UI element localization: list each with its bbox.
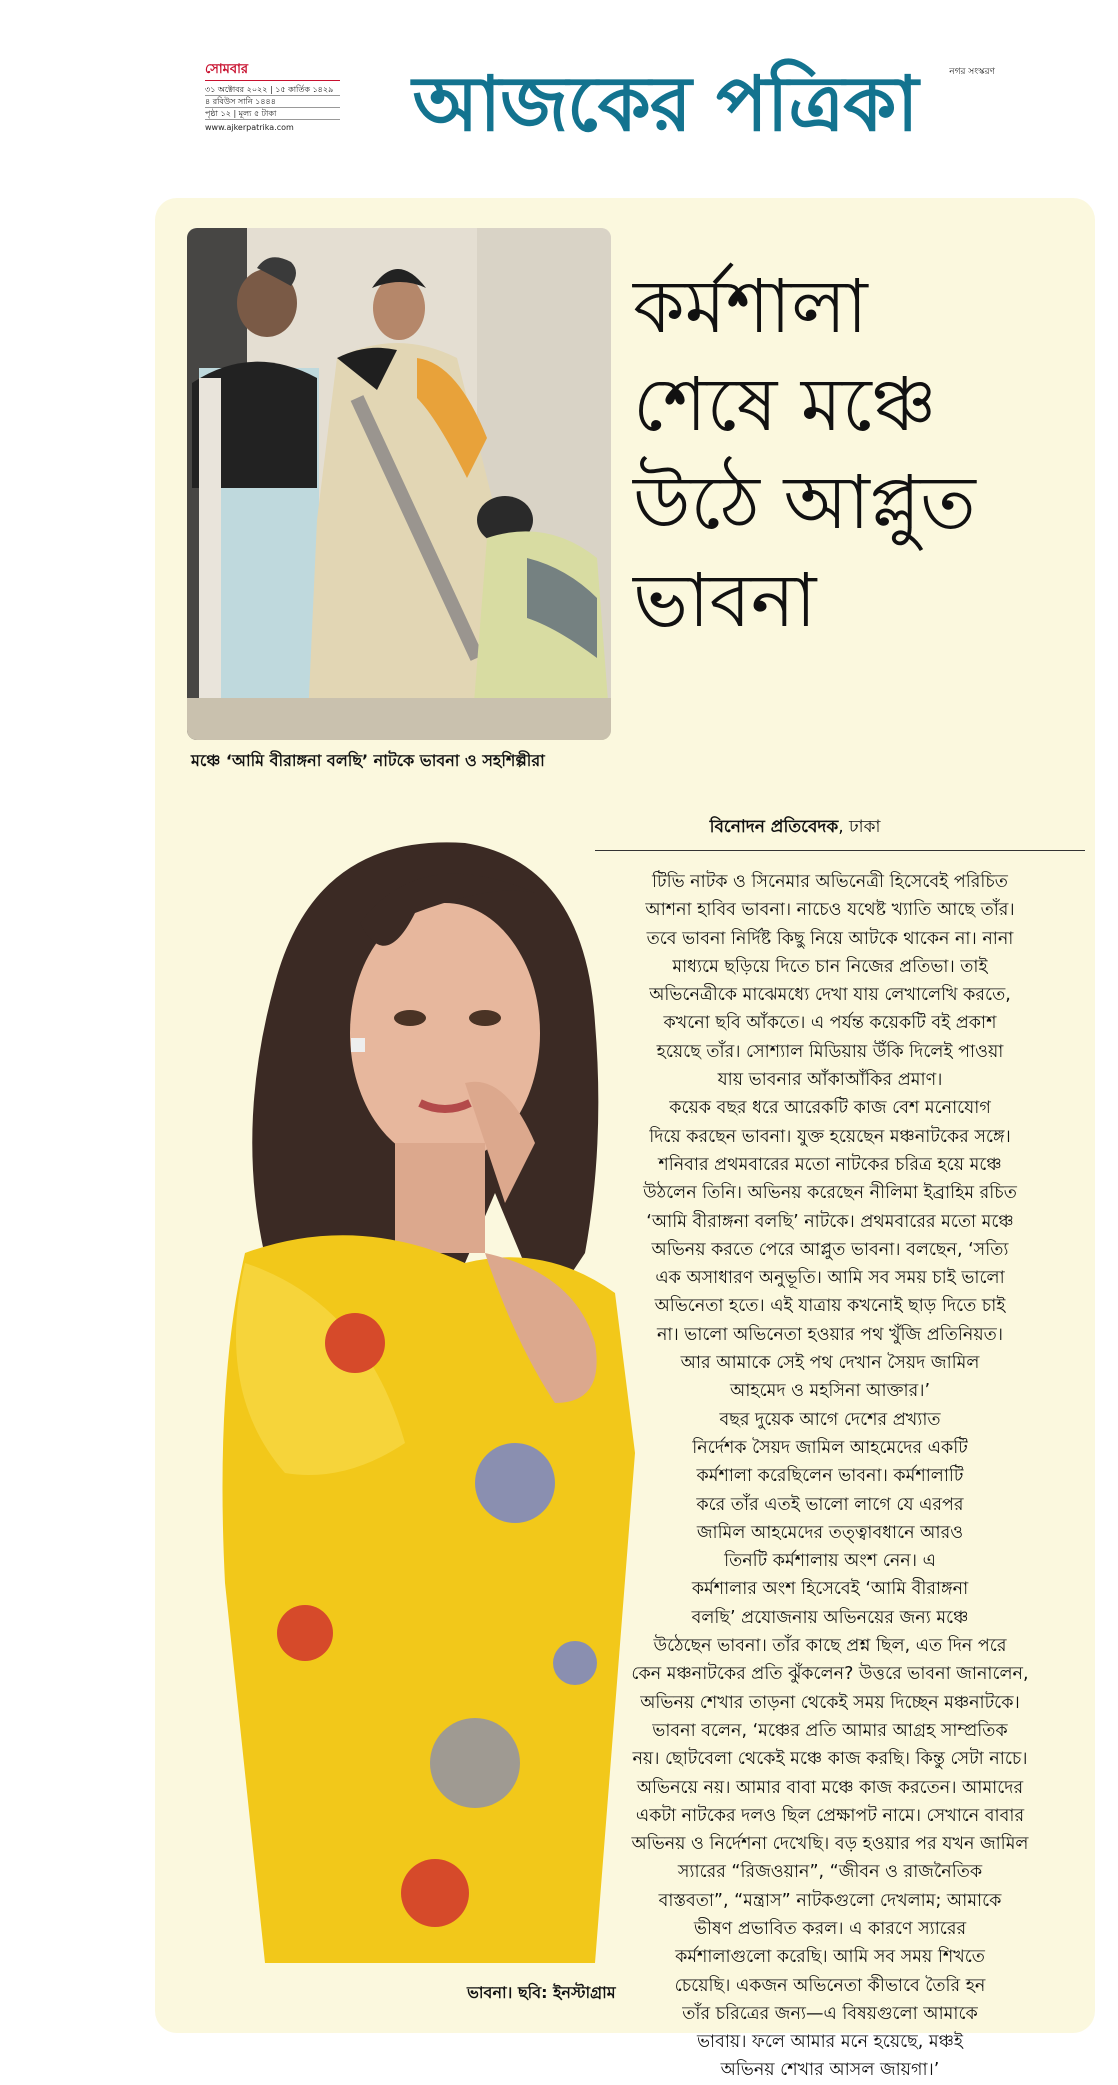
byline-name: বিনোদন প্রতিবেদক bbox=[709, 817, 839, 837]
article-body-line: কর্মশালাগুলো করেছি। আমি সব সময় শিখতে bbox=[675, 1947, 985, 1968]
stage-photo bbox=[187, 228, 611, 740]
article-body-line: দিয়ে করছেন ভাবনা। যুক্ত হয়েছেন মঞ্চনাটকের সঙ্গে। bbox=[649, 1126, 1011, 1147]
masthead-pages-price: পৃষ্ঠা ১২ | মূল্য ৫ টাকা bbox=[205, 108, 340, 120]
masthead-website: www.ajkerpatrika.com bbox=[205, 123, 294, 132]
article-body-line: শনিবার প্রথমবারের মতো নাটকের চরিত্র হয়ে মঞ্চে bbox=[658, 1154, 1002, 1175]
article-body-line: নয়। ছোটবেলা থেকেই মঞ্চে কাজ করছি। কিন্তু সেটা নাচে। bbox=[632, 1749, 1028, 1770]
article-body-line: তবে ভাবনা নির্দিষ্ট কিছু নিয়ে আটকে থাকেন না। নানা bbox=[646, 928, 1014, 949]
article-body-line: কয়েক বছর ধরে আরেকটি কাজ বেশ মনোযোগ bbox=[669, 1098, 991, 1119]
article-body-line: অভিনয় করতে পেরে আপ্লুত ভাবনা। বলছেন, ‘সত্যি bbox=[651, 1239, 1009, 1260]
article-body-line: ভাবনা বলেন, ‘মঞ্চের প্রতি আমার আগ্রহ সাম্প্রতিক bbox=[652, 1720, 1008, 1741]
newspaper-logo: আজকের পত্রিকা bbox=[412, 59, 918, 148]
article-body-line: উঠলেন তিনি। অভিনয় করেছেন নীলিমা ইব্রাহিম রচিত bbox=[643, 1183, 1017, 1204]
article-body-line: তিনটি কর্মশালায় অংশ নেন। এ bbox=[724, 1551, 936, 1572]
article-body-line: আশনা হাবিব ভাবনা। নাচেও যথেষ্ট খ্যাতি আছে তাঁর। bbox=[645, 900, 1015, 921]
article-body-line: বাস্তবতা”, “মন্ত্রাস” নাটকগুলো দেখলাম; আমাকে bbox=[658, 1890, 1002, 1911]
article-body-line: ‘আমি বীরাঙ্গনা বলছি’ নাটকে। প্রথমবারের মতো মঞ্চে bbox=[646, 1211, 1014, 1232]
article-body-line: অভিনেতা হতে। এই যাত্রায় কখনোই ছাড় দিতে চাই bbox=[654, 1296, 1006, 1317]
stage-photo-illustration bbox=[187, 228, 611, 740]
article-body-line: কেন মঞ্চনাটকের প্রতি ঝুঁকলেন? উত্তরে ভাবনা জানালেন, bbox=[631, 1664, 1029, 1685]
article-body-line: মাধ্যমে ছড়িয়ে দিতে চান নিজের প্রতিভা। তাই bbox=[672, 956, 988, 977]
masthead-edition: নগর সংস্করণ bbox=[949, 67, 995, 77]
article-body-line: কখনো ছবি আঁকতে। এ পর্যন্ত কয়েকটি বই প্রকাশ bbox=[663, 1013, 997, 1034]
article-body-line: আর আমাকে সেই পথ দেখান সৈয়দ জামিল bbox=[680, 1353, 980, 1374]
article-body-line: হয়েছে তাঁর। সোশ্যাল মিডিয়ায় উঁকি দিলেই পাওয়া bbox=[656, 1041, 1004, 1062]
article-body-line: বলছি’ প্রযোজনায় অভিনয়ের জন্য মঞ্চে bbox=[691, 1607, 969, 1628]
article-body-line: অভিনয় শেখার তাড়না থেকেই সময় দিচ্ছেন মঞ্চনাটকে। bbox=[640, 1692, 1020, 1713]
article-body-line: স্যারের “রিজওয়ান”, “জীবন ও রাজনৈতিক bbox=[677, 1862, 983, 1883]
article-body-line: অভিনেত্রীকে মাঝেমধ্যে দেখা যায় লেখালেখি করতে, bbox=[649, 985, 1011, 1006]
headline-line: কর্মশালা bbox=[633, 264, 868, 350]
article-body-line: এক অসাধারণ অনুভূতি। আমি সব সময় চাই ভালো bbox=[655, 1268, 1005, 1289]
article-body-line: তাঁর চরিত্রের জন্য—এ বিষয়গুলো আমাকে bbox=[682, 2003, 978, 2024]
article-body-line: নির্দেশক সৈয়দ জামিল আহমেদের একটি bbox=[692, 1437, 968, 1458]
article-body-line: জামিল আহমেদের তত্ত্বাবধানে আরও bbox=[696, 1522, 964, 1543]
article-body bbox=[595, 868, 1065, 2085]
article-body-line: যায় ভাবনার আঁকাআঁকির প্রমাণ। bbox=[717, 1070, 943, 1091]
article-panel bbox=[155, 198, 1095, 2081]
article-body-line: কর্মশালার অংশ হিসেবেই ‘আমি বীরাঙ্গনা bbox=[691, 1579, 969, 1600]
article-body-line: অভিনয় ও নির্দেশনা দেখেছি। বড় হওয়ার পর যখন জামিল bbox=[631, 1834, 1029, 1855]
headline-line: ভাবনা bbox=[633, 558, 817, 644]
article-body-line: ভীষণ প্রভাবিত করল। এ কারণে স্যারের bbox=[693, 1918, 967, 1939]
article-body-line: বছর দুয়েক আগে দেশের প্রখ্যাত bbox=[719, 1409, 941, 1430]
article-body-line: একটা নাটকের দলও ছিল প্রেক্ষাপট নামে। সেখানে বাবার bbox=[635, 1805, 1025, 1826]
masthead bbox=[205, 59, 995, 157]
article-body-line: না। ভালো অভিনেতা হওয়ার পথ খুঁজি প্রতিনিয়ত। bbox=[656, 1324, 1004, 1345]
masthead-meta bbox=[205, 62, 340, 133]
article-body-line: আহমেদ ও মহসিনা আক্তার।’ bbox=[729, 1381, 931, 1402]
headline bbox=[633, 258, 1073, 650]
article-body-line: উঠেছেন ভাবনা। তাঁর কাছে প্রশ্ন ছিল, এত দিন পরে bbox=[653, 1636, 1007, 1657]
headline-line: শেষে মঞ্চে bbox=[633, 362, 937, 448]
headline-line: উঠে আপ্লুত bbox=[633, 460, 976, 546]
article-body-line: অভিনয় শেখার আসল জায়গা।’ bbox=[720, 2060, 940, 2081]
masthead-hijri-date: ৪ রবিউস সানি ১৪৪৪ bbox=[205, 96, 340, 108]
portrait-caption: ভাবনা। ছবি: ইনস্টাগ্রাম bbox=[467, 1983, 616, 2002]
masthead-date: ৩১ অক্টোবর ২০২২ | ১৫ কার্তিক ১৪২৯ bbox=[205, 84, 340, 96]
article-body-line: করে তাঁর এতই ভালো লাগে যে এরপর bbox=[696, 1494, 964, 1515]
stage-photo-caption: মঞ্চে ‘আমি বীরাঙ্গনা বলছি’ নাটকে ভাবনা ও সহশিল্পীরা bbox=[191, 751, 545, 770]
article-body-line: টিভি নাটক ও সিনেমার অভিনেত্রী হিসেবেই পরিচিত bbox=[652, 872, 1008, 892]
article-body-line: কর্মশালা করেছিলেন ভাবনা। কর্মশালাটি bbox=[696, 1466, 964, 1487]
byline-place: , ঢাকা bbox=[838, 817, 881, 837]
article-body-line: ভাবায়। ফলে আমার মনে হয়েছে, মঞ্চই bbox=[696, 2032, 964, 2053]
masthead-day: সোমবার bbox=[205, 62, 340, 81]
article-body-line: চেয়েছি। একজন অভিনেতা কীভাবে তৈরি হন bbox=[674, 1975, 986, 1996]
article-body-line: অভিনয়ে নয়। আমার বাবা মঞ্চে কাজ করতেন। আমাদের bbox=[636, 1777, 1024, 1798]
